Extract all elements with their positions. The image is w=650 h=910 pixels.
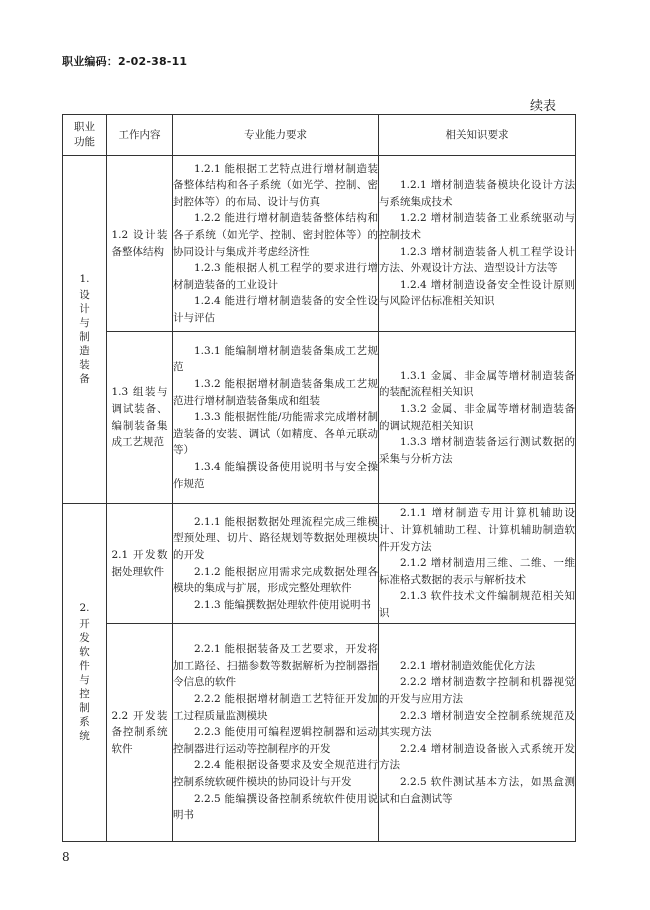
knowledge-item: 1.2.3 增材制造装备人机工程学设计方法、外观设计方法、造型设计方法等 (379, 245, 575, 275)
knowledge-item: 2.2.4 增材制造设备嵌入式系统开发方法 (379, 742, 575, 772)
work-content-cell: 1.3 组装与调试装备、编制装备集成工艺规范 (107, 332, 173, 504)
ability-item: 1.3.4 能编撰设备使用说明书与安全操作规范 (173, 460, 378, 490)
knowledge-cell (379, 332, 576, 504)
table-header-row (63, 115, 576, 156)
ability-item: 1.2.4 能进行增材制造装备的安全性设计与评估 (173, 295, 378, 324)
ability-item: 1.3.1 能编制增材制造装备集成工艺规范 (173, 344, 378, 374)
ability-item: 1.3.2 能根据增材制造装备集成工艺规范进行增材制造装备集成和组装 (173, 378, 378, 407)
function-title: 设计与制造装备 (79, 288, 90, 385)
table-row (63, 504, 576, 624)
ability-item: 2.1.2 能根据应用需求完成数据处理各模块的集成与扩展，形成完整处理软件 (173, 565, 378, 595)
ability-item: 2.2.2 能根据增材制造工艺特征开发加工过程质量监测模块 (173, 693, 378, 722)
ability-item: 1.3.3 能根据性能/功能需求完成增材制造装备的安装、调试（如精度、各单元联动等） (173, 411, 378, 457)
header-content: 工作内容 (107, 115, 173, 156)
knowledge-item: 2.1.2 增材制造用三维、二维、一维标准格式数据的表示与解析技术 (379, 557, 575, 586)
ability-cell (173, 332, 379, 504)
ability-item: 1.2.3 能根据人机工程学的要求进行增材制造装备的工业设计 (173, 262, 378, 291)
ability-item: 2.2.3 能使用可编程逻辑控制器和运动控制器进行运动等控制程序的开发 (173, 726, 378, 755)
table-row (63, 332, 576, 504)
knowledge-item: 2.2.1 增材制造效能优化方法 (400, 659, 536, 672)
knowledge-cell (379, 156, 576, 332)
page-number: 8 (62, 850, 70, 864)
ability-item: 1.2.2 能进行增材制造装备整体结构和各子系统（如光学、控制、密封腔体等）的协同设计与集成并考虑经济性 (173, 212, 378, 258)
work-content-cell: 1.2 设计装备整体结构 (107, 156, 173, 332)
ability-cell (173, 156, 379, 332)
knowledge-item: 2.2.3 增材制造安全控制系统规范及其实现方法 (379, 709, 575, 739)
ability-cell (173, 504, 379, 624)
knowledge-item: 1.3.3 增材制造装备运行测试数据的采集与分析方法 (379, 436, 575, 465)
ability-item: 2.2.1 能根据装备及工艺要求，开发将加工路径、扫描参数等数据解析为控制器指令信息的软件 (173, 643, 378, 689)
function-title: 开发软件与控制系统 (79, 617, 90, 742)
knowledge-item: 2.2.5 软件测试基本方法，如黑盒测试和白盒测试等 (379, 775, 575, 805)
knowledge-item: 1.2.1 增材制造装备模块化设计方法与系统集成技术 (379, 179, 575, 208)
continued-label: 续表 (530, 99, 557, 114)
knowledge-item: 1.3.1 金属、非金属等增材制造装备的装配流程相关知识 (379, 369, 575, 399)
knowledge-item: 1.2.4 增材制造设备安全性设计原则与风险评估标准相关知识 (379, 278, 575, 308)
knowledge-item: 2.1.3 软件技术文件编制规范相关知识 (379, 590, 575, 619)
knowledge-item: 1.3.2 金属、非金属等增材制造装备的调试规范相关知识 (379, 402, 575, 432)
header-function: 职业功能 (63, 115, 107, 156)
knowledge-item: 1.2.2 增材制造装备工业系统驱动与控制技术 (379, 212, 575, 241)
header-knowledge: 相关知识要求 (379, 115, 576, 156)
work-content-cell: 2.1 开发数据处理软件 (107, 504, 173, 624)
work-content-cell: 2.2 开发装备控制系统软件 (107, 624, 173, 842)
ability-item: 1.2.1 能根据工艺特点进行增材制造装备整体结构和各子系统（如光学、控制、密封腔体等）的布局、设计与仿真 (173, 162, 378, 208)
function-number: 2. (79, 601, 90, 614)
ability-cell (173, 624, 379, 842)
function-cell (63, 156, 107, 504)
occupation-code: 职业编码：2-02-38-11 (62, 55, 188, 68)
knowledge-cell (379, 624, 576, 842)
ability-item: 2.2.5 能编撰设备控制系统软件使用说明书 (173, 792, 378, 822)
function-cell (63, 504, 107, 842)
table-row (63, 624, 576, 842)
knowledge-item: 2.2.2 增材制造数字控制和机器视觉的开发与应用方法 (379, 676, 575, 706)
knowledge-cell (379, 504, 576, 624)
competency-table (62, 114, 576, 842)
header-ability: 专业能力要求 (173, 115, 379, 156)
ability-item: 2.1.1 能根据数据处理流程完成三维模型预处理、切片、路径规划等数据处理模块的开发 (173, 515, 378, 561)
table-row (63, 156, 576, 332)
ability-item: 2.2.4 能根据设备要求及安全规范进行控制系统软硬件模块的协同设计与开发 (173, 759, 378, 788)
function-number: 1. (79, 272, 90, 285)
knowledge-item: 2.1.1 增材制造专用计算机辅助设计、计算机辅助工程、计算机辅助制造软件开发方法 (379, 507, 575, 553)
ability-item: 2.1.3 能编撰数据处理软件使用说明书 (194, 598, 372, 611)
